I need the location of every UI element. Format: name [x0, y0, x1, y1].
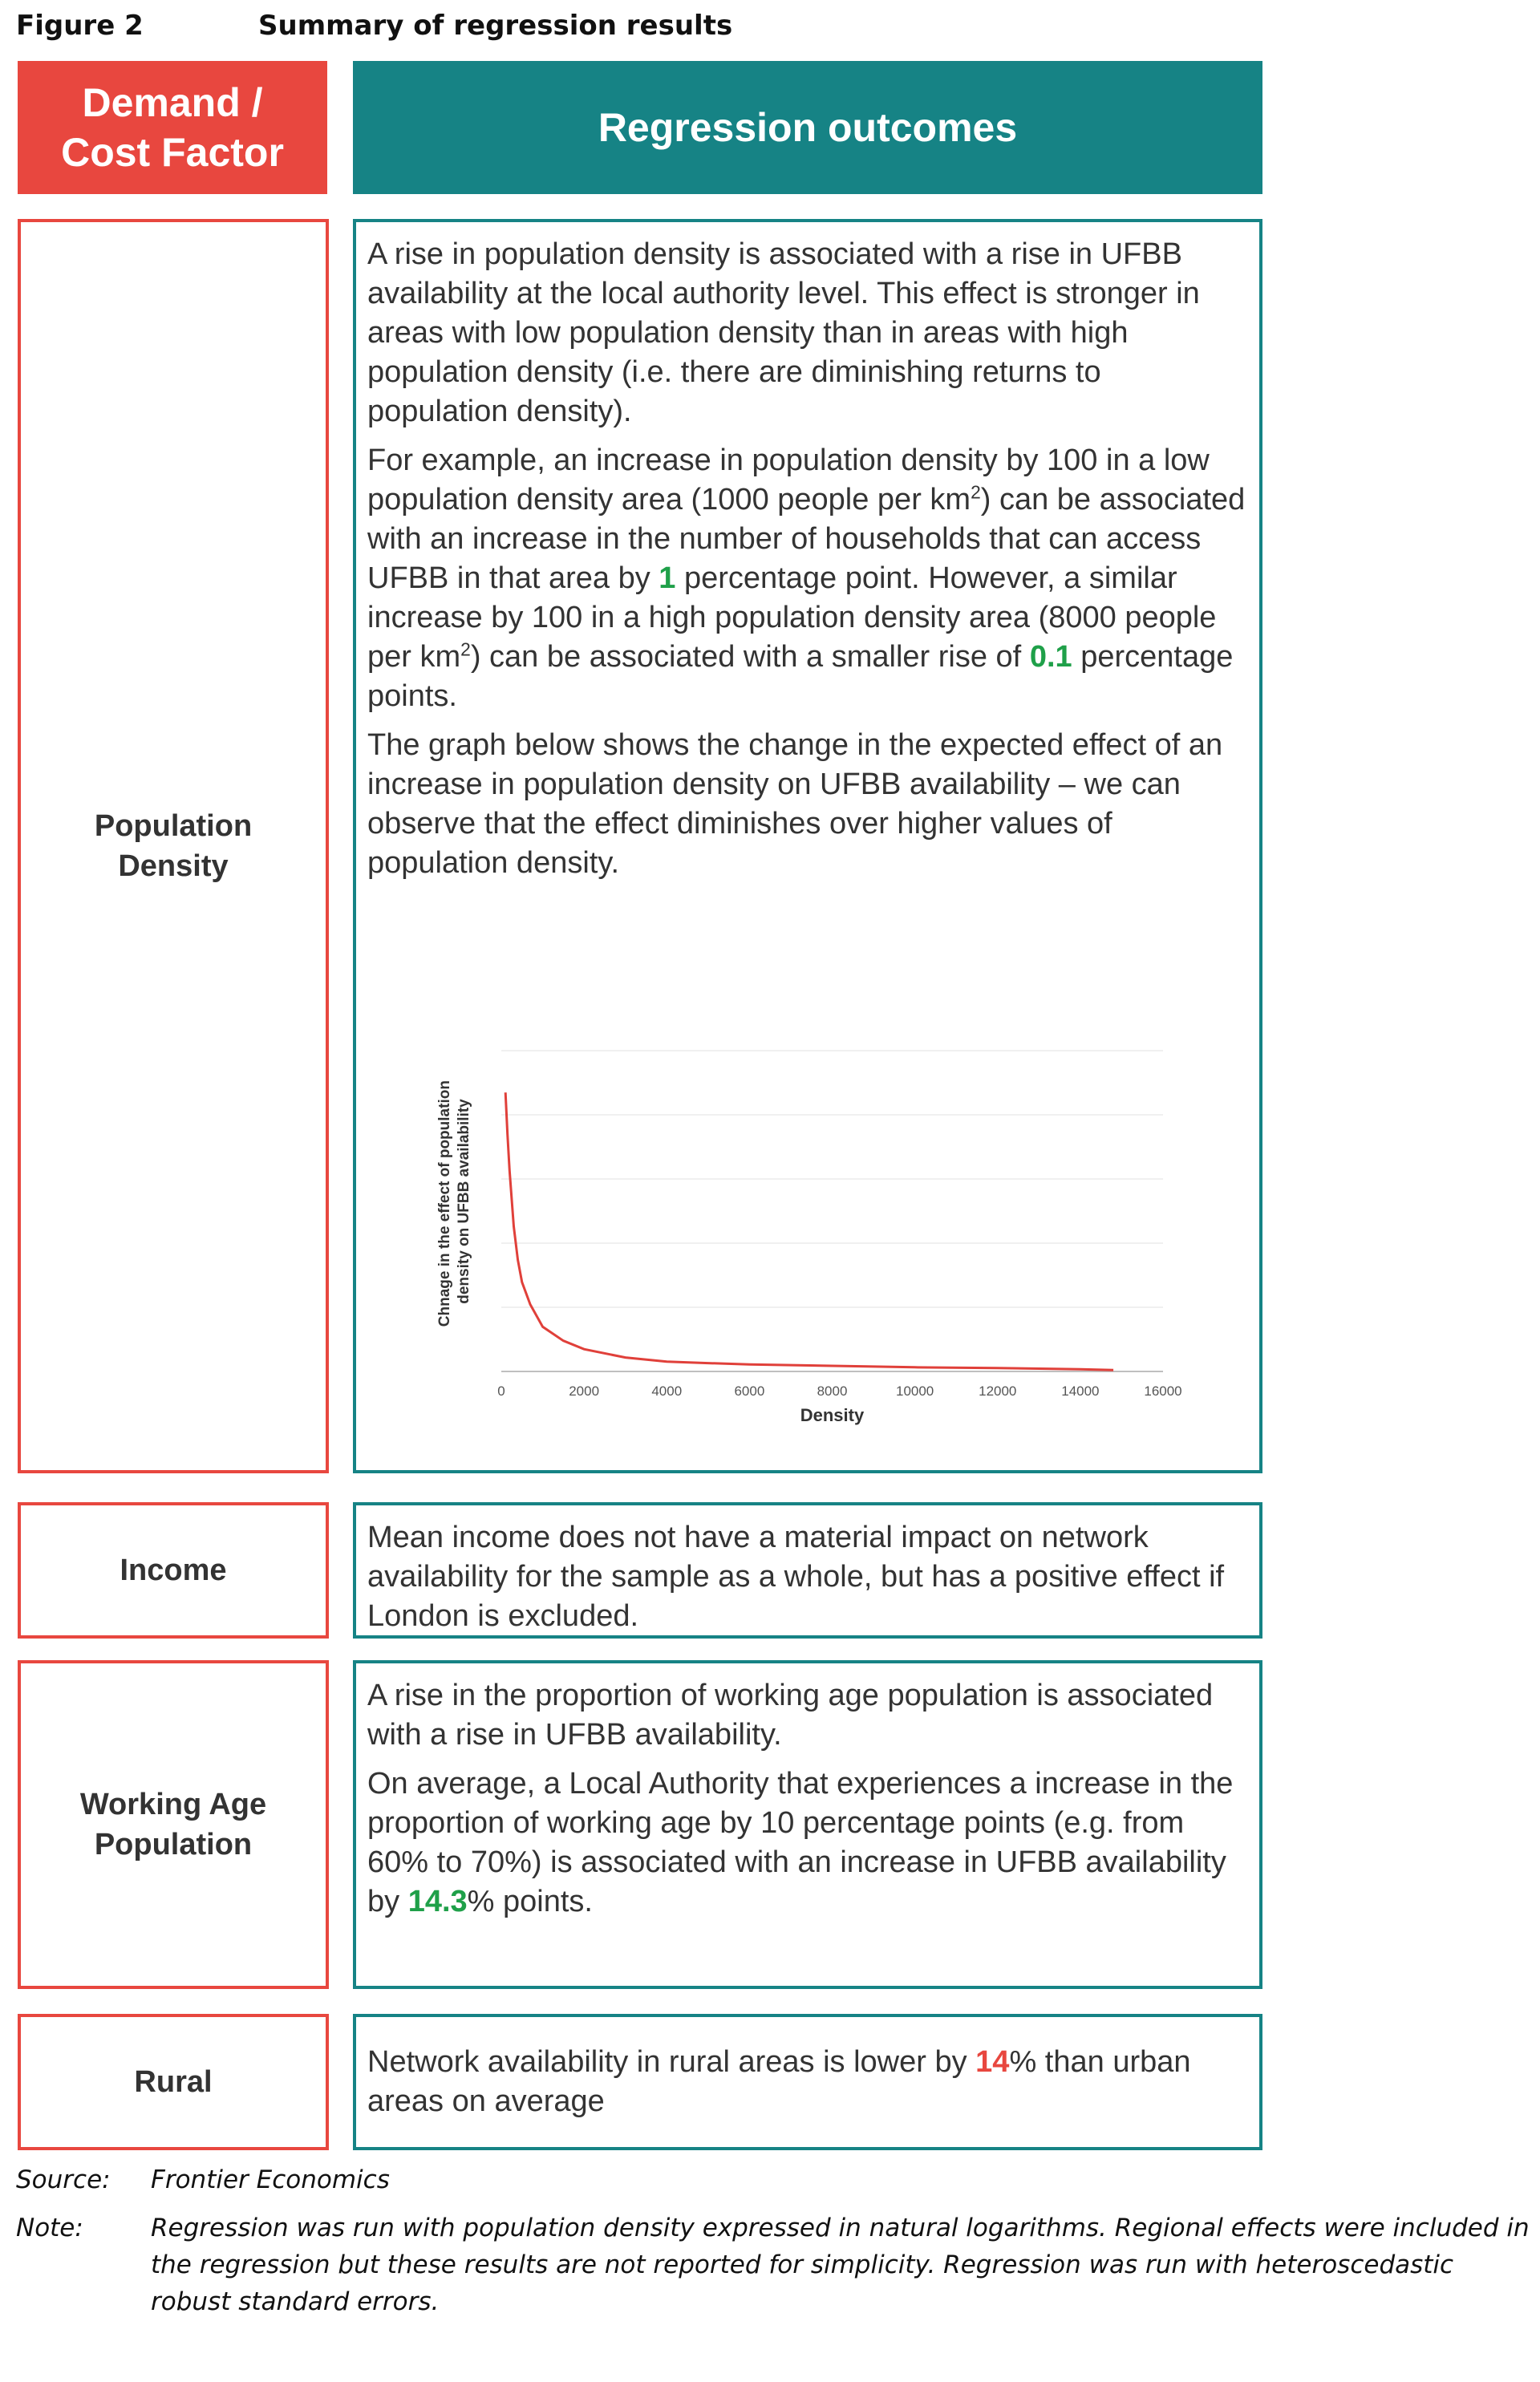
outcome-working-age-population: [353, 1660, 1262, 1989]
x-tick-label: 0: [497, 1383, 505, 1399]
note-row: [16, 2210, 1530, 2330]
source-row: [16, 2161, 1524, 2202]
factor-rural: Rural: [18, 2014, 329, 2150]
y-axis-label-line-2: density on UFBB availability: [456, 1099, 472, 1304]
x-tick-label: 2000: [569, 1383, 600, 1399]
chart-gridlines: [501, 1051, 1163, 1307]
x-tick-labels: [497, 1383, 1181, 1399]
x-tick-label: 16000: [1144, 1383, 1182, 1399]
factor-income: Income: [18, 1502, 329, 1639]
highlight-value: 0.1: [1029, 640, 1072, 674]
rural-paragraph: Network availability in rural areas is lower by 14% than urban areas on average: [367, 2045, 1191, 2118]
note-label: Note:: [16, 2214, 83, 2242]
y-axis-label-line-1: Chnage in the effect of population: [436, 1080, 453, 1327]
factor-population-density: Population Density: [18, 219, 329, 1473]
factor-working-age-population: Working Age Population: [18, 1660, 329, 1989]
header-regression-outcomes: Regression outcomes: [353, 61, 1262, 194]
note-text: Regression was run with population density expressed in natural logarithms. Regional effects were included in the regression but these results are not reported for simplicity. Regression was run with heteroscedastic robust standard errors.: [151, 2214, 1530, 2316]
source-label: Source:: [16, 2165, 111, 2194]
highlight-value: 1: [659, 561, 676, 595]
x-tick-label: 10000: [895, 1383, 934, 1399]
population-density-paragraph-1: A rise in population density is associated with a rise in UFBB availability at the local authority level. This effect is stronger in areas with low population density than in areas with high population density (i.e. there are diminishing returns to population density).: [367, 237, 1200, 428]
outcome-rural: [353, 2014, 1262, 2150]
highlight-value: 14.3: [407, 1885, 468, 1918]
income-paragraph: Mean income does not have a material impact on network availability for the sample as a whole, but has a positive effect if London is excluded.: [367, 1521, 1225, 1633]
source-text: Frontier Economics: [151, 2165, 390, 2194]
x-tick-label: 8000: [817, 1383, 848, 1399]
figure-title: Summary of regression results: [258, 10, 733, 42]
y-axis-label: [436, 1076, 472, 1327]
working-age-paragraph-1: A rise in the proportion of working age population is associated with a rise in UFBB availability.: [367, 1679, 1214, 1752]
working-age-paragraph-2: On average, a Local Authority that experiences a increase in the proportion of working age by 10 percentage points (e.g. from 60% to 70%) is associated with an increase in UFBB availability by 14.3% points.: [367, 1767, 1234, 1918]
header-demand-cost-factor: Demand / Cost Factor: [18, 61, 327, 194]
figure-label: Figure 2: [16, 10, 144, 42]
highlight-value: 14: [975, 2045, 1010, 2079]
x-axis-label: Density: [800, 1405, 865, 1425]
population-density-paragraph-2: For example, an increase in population density by 100 in a low population density area (1000 people per $km^2$) can be associated with an increase in the number of households that can access UFBB in that area by 1 percentage point. However, a similar increase by 100 in a high population density area (8000 people per $km^2$) can be associated with a smaller rise of 0.1 percentage points.: [367, 444, 1246, 713]
population-density-chart: [417, 1035, 1187, 1436]
x-tick-label: 6000: [734, 1383, 765, 1399]
series-line: [505, 1092, 1113, 1370]
x-tick-label: 14000: [1061, 1383, 1100, 1399]
x-tick-label: 12000: [979, 1383, 1017, 1399]
outcome-income: [353, 1502, 1262, 1639]
population-density-paragraph-3: The graph below shows the change in the expected effect of an increase in population density on UFBB availability – we can observe that the effect diminishes over higher values of population density.: [367, 728, 1223, 880]
x-tick-label: 4000: [651, 1383, 683, 1399]
